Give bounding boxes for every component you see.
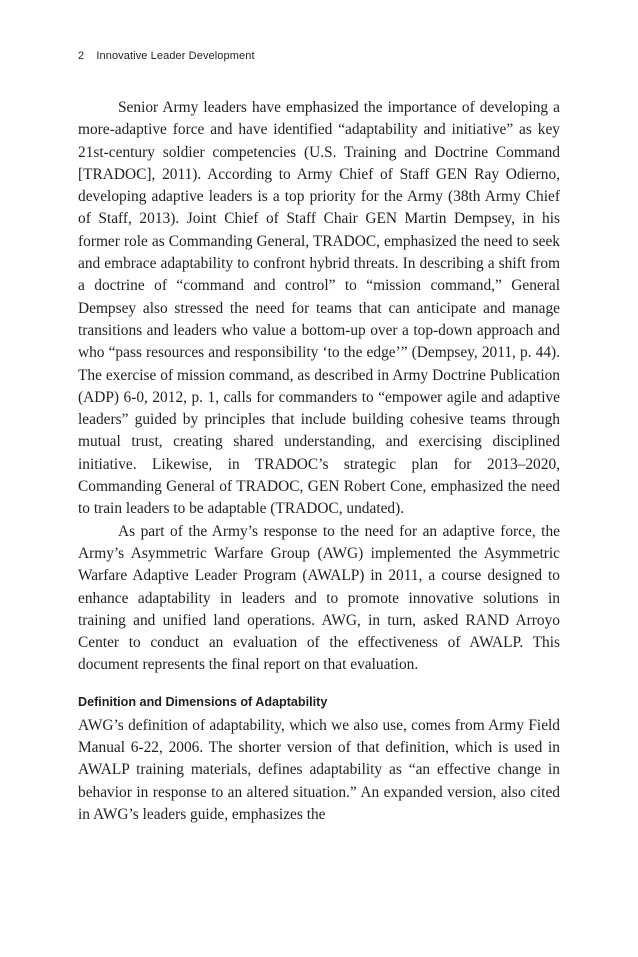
- section-heading: Definition and Dimensions of Adaptability: [78, 694, 328, 709]
- page-body: [78, 97, 560, 826]
- running-header: [78, 50, 255, 62]
- page-number: 2: [78, 50, 85, 62]
- body-paragraph: As part of the Army’s response to the need for an adaptive force, the Army’s Asymmetric Warfare Group (AWG) implemented the Asymmetric Warfare Adaptive Leader Program (AWALP) in 2011, a course designed to enhance adaptability in leaders and to promote innovative solutions in training and unified land operations. AWG, in turn, asked RAND Arroyo Center to conduct an evaluation of the effectiveness of AWALP. This document represents the final report on that evaluation.: [78, 522, 560, 674]
- body-paragraph: Senior Army leaders have emphasized the importance of developing a more-adaptive force and have identified “adaptability and initiative” as key 21st-century soldier competencies (U.S. Training and Doctrine Command [TRADOC], 2011). According to Army Chief of Staff GEN Ray Odierno, developing adaptive leaders is a top priority for the Army (38th Army Chief of Staff, 2013). Joint Chief of Staff Chair GEN Martin Dempsey, in his former role as Commanding General, TRADOC, emphasized the need to seek and embrace adaptability to confront hybrid threats. In describing a shift from a doctrine of “command and control” to “mission command,” General Dempsey also stressed the need for teams that can anticipate and manage transitions and leaders who value a bottom-up over a top-down approach and who “pass resources and responsibility ‘to the edge’” (Dempsey, 2011, p. 44). The exercise of mission command, as described in Army Doctrine Publication (ADP) 6-0, 2012, p. 1, calls for commanders to “empower agile and adaptive leaders” guided by principles that include building cohesive teams through mutual trust, creating shared understanding, and exercising disciplined initiative. Likewise, in TRADOC’s strategic plan for 2013–2020, Commanding General of TRADOC, GEN Robert Cone, emphasized the need to train leaders to be adaptable (TRADOC, undated).: [78, 99, 560, 518]
- running-title: Innovative Leader Development: [96, 50, 255, 62]
- section-paragraph: AWG’s definition of adaptability, which we also use, comes from Army Field Manual 6-22, 2006. The shorter version of that definition, which is used in AWALP training materials, defines adaptability as “an effective change in behavior in response to an altered situation.” An expanded version, also cited in AWG’s leaders guide, emphasizes the: [78, 716, 560, 823]
